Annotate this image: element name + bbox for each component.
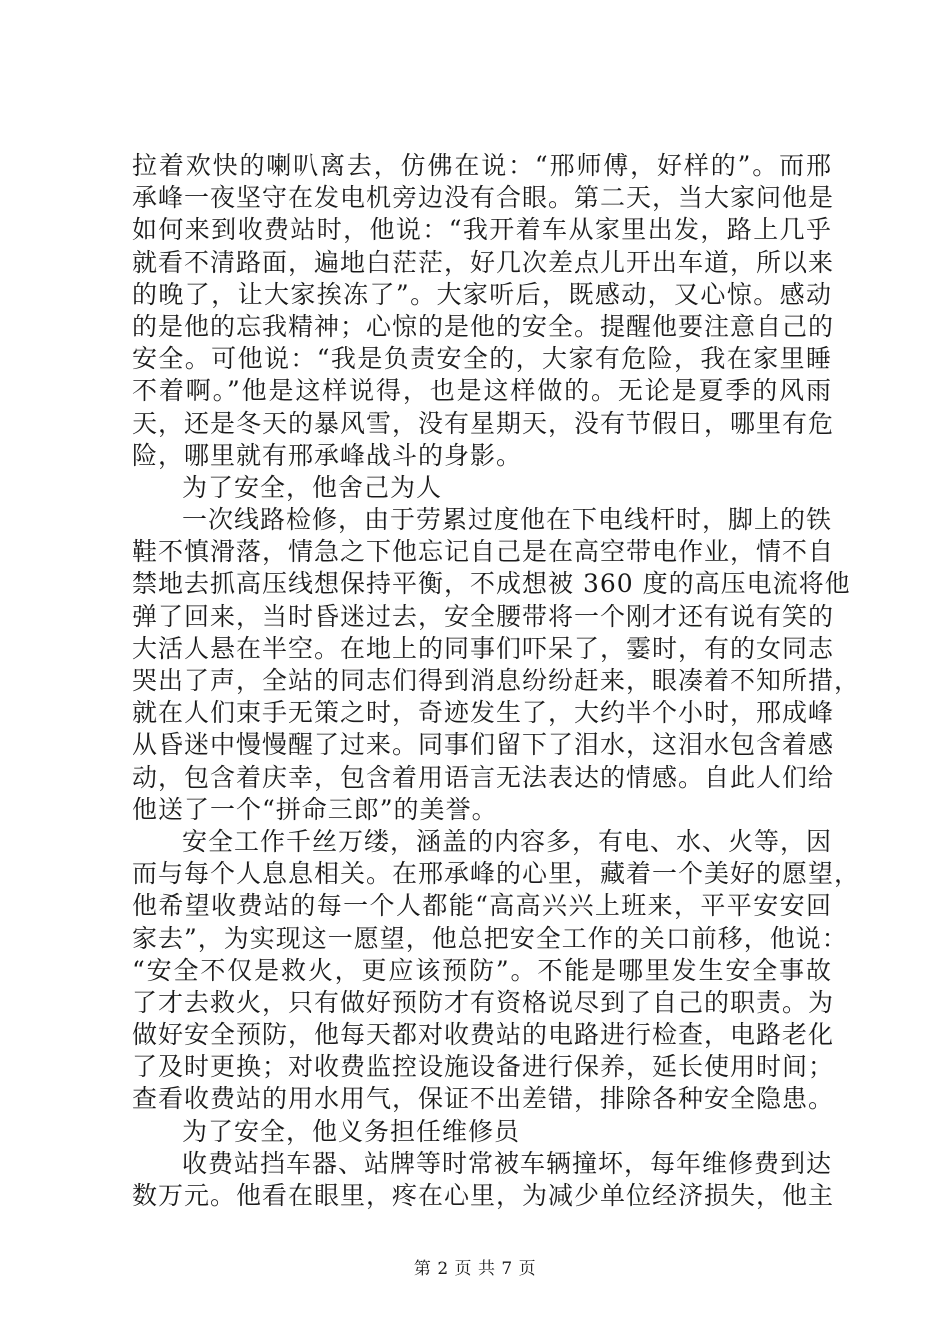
text-line: 家去”，为实现这一愿望，他总把安全工作的关口前移，他说： xyxy=(132,923,848,953)
text-line: 拉着欢快的喇叭离去，仿佛在说：“邢师傅，好样的”。而邢 xyxy=(132,151,832,180)
text-line: 如何来到收费站时，他说：“我开着车从家里出发，路上几乎 xyxy=(132,215,832,245)
text-line: 哭出了声，全站的同志们得到消息纷纷赶来，眼凑着不知所措， xyxy=(132,666,861,695)
text-line: 收费站挡车器、站牌等时常被车辆撞坏，每年维修费到达 xyxy=(182,1148,833,1178)
text-line: 而与每个人息息相关。在邢承峰的心里，藏着一个美好的愿望， xyxy=(132,859,861,889)
text-line: 就看不清路面，遍地白茫茫，好几次差点儿开出车道，所以来 xyxy=(132,247,835,277)
text-line: 了才去救火，只有做好预防才有资格说尽到了自己的职责。为 xyxy=(132,987,835,1017)
text-line: 天，还是冬天的暴风雪，没有星期天，没有节假日，哪里有危 xyxy=(132,408,835,438)
text-line: 他希望收费站的每一个人都能“高高兴兴上班来，平平安安回 xyxy=(132,891,832,921)
text-line: 险，哪里就有邢承峰战斗的身影。 xyxy=(132,440,523,470)
text-line: 弹了回来，当时昏迷过去，安全腰带将一个刚才还有说有笑的 xyxy=(132,601,835,631)
text-line: 安全工作千丝万缕，涵盖的内容多，有电、水、火等，因 xyxy=(182,826,833,856)
text-line: 鞋不慎滑落，情急之下他忘记自己是在高空带电作业，情不自 xyxy=(132,537,835,567)
text-line: 一次线路检修，由于劳累过度他在下电线杆时，脚上的铁 xyxy=(182,505,833,535)
section-heading: 为了安全，他义务担任维修员 xyxy=(182,1116,521,1146)
text-line: 安全。可他说：“我是负责安全的，大家有危险，我在家里睡 xyxy=(132,344,832,374)
text-line: 查看收费站的用水用气，保证不出差错，排除各种安全隐患。 xyxy=(132,1084,835,1114)
text-line: 承峰一夜坚守在发电机旁边没有合眼。第二天，当大家问他是 xyxy=(132,183,835,213)
text-line: 他送了一个“拼命三郎”的美誉。 xyxy=(132,794,498,824)
text-line: 做好安全预防，他每天都对收费站的电路进行检查，电路老化 xyxy=(132,1020,835,1050)
text-line: 不着啊。”他是这样说得，也是这样做的。无论是夏季的风雨 xyxy=(132,376,832,406)
text-line: “安全不仅是救火，更应该预防”。不能是哪里发生安全事故 xyxy=(132,955,832,985)
text-line: 了及时更换；对收费监控设施设备进行保养，延长使用时间； xyxy=(132,1052,835,1082)
text-line: 禁地去抓高压线想保持平衡，不成想被 360 度的高压电流将他 xyxy=(132,569,851,599)
text-line: 的晚了，让大家挨冻了”。大家听后，既感动，又心惊。感动 xyxy=(132,279,832,309)
text-line: 大活人悬在半空。在地上的同事们吓呆了，霎时，有的女同志 xyxy=(132,633,835,663)
body-text xyxy=(132,150,861,1212)
text-line: 就在人们束手无策之时，奇迹发生了，大约半个小时，邢成峰 xyxy=(132,698,835,728)
section-heading: 为了安全，他舍己为人 xyxy=(182,472,443,502)
text-line: 从昏迷中慢慢醒了过来。同事们留下了泪水，这泪水包含着感 xyxy=(132,730,835,760)
text-line: 的是他的忘我精神；心惊的是他的安全。提醒他要注意自己的 xyxy=(132,311,835,341)
text-line: 动，包含着庆幸，包含着用语言无法表达的情感。自此人们给 xyxy=(132,762,835,792)
page-number-footer: 第 2 页 共 7 页 xyxy=(413,1259,537,1279)
text-line: 数万元。他看在眼里，疼在心里，为减少单位经济损失，他主 xyxy=(132,1181,835,1210)
